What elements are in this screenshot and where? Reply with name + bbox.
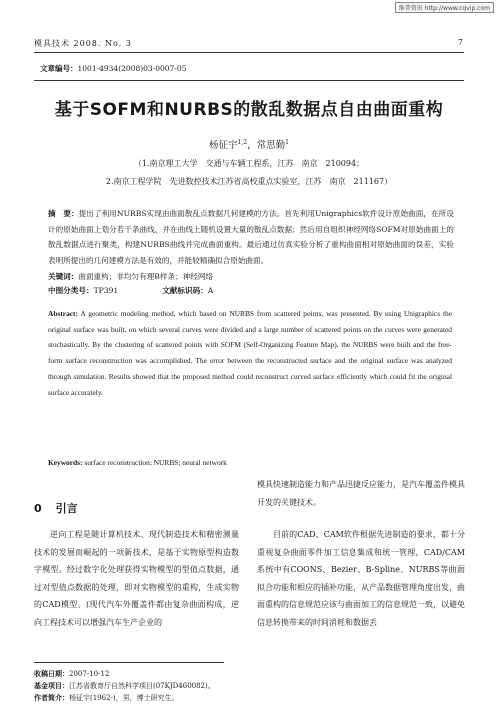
page-number: 7 [457, 38, 464, 47]
keywords-cn-line [48, 270, 454, 284]
watermark-stamp: 维普资讯 http://www.cqvip.com [395, 2, 494, 13]
body-column-right-continuation: 模具快速制造能力和产品迅捷反应能力，是汽车覆盖件模具开发的关键技术。 [257, 480, 465, 507]
section-title: 引言 [55, 502, 78, 515]
paper-title: 基于SOFM和NURBS的散乱数据点自由曲面重构 [54, 100, 444, 120]
keywords-cn-text: 曲面重构；非均匀有理B样条；神经网络 [78, 272, 214, 281]
clc-value: TP391 [93, 286, 119, 295]
received-date: 2007-10-12 [69, 670, 110, 678]
author-bio-label: 作者简介： [34, 694, 69, 702]
abstract-cn-label: 摘 要： [48, 209, 79, 218]
footnotes [34, 668, 464, 704]
author-name-2: 常思勤 [256, 140, 286, 151]
fund-text: 江苏省教育厅自然科学项目(07KJD460082)。 [69, 682, 215, 690]
keywords-cn-label: 关键词： [48, 272, 79, 281]
article-number [40, 63, 186, 74]
abstract-chinese [48, 206, 454, 268]
keywords-en-text: surface reconstruction; NURBS; neural network [84, 458, 227, 467]
author-bio-text: 杨征宇(1962-)，男，博士研究生。 [69, 694, 179, 702]
keywords-chinese-block [48, 270, 454, 298]
keywords-english [48, 458, 452, 467]
body-column-left: 逆向工程是随计算机技术、现代制造技术和精密测量技术的发展而崛起的一项新技术，是基于实物原型构造数字模型。经过数字化处理获得实物模型的型值点数据，通过对型值点数据的处理，即对实物模型的重构，生成实物的CAD模型。(现代汽车外覆盖件都由复杂曲面构成，逆向工程技术可以增强汽车生产企业的 [34, 530, 239, 627]
classification-line [48, 284, 454, 298]
doc-code-label: 文献标识码： [162, 286, 208, 295]
abstract-cn-text: 提出了利用NURBS实现由曲面散乱点数据几何建模的方法。首先利用Unigraphics软件设计原始曲面，在所设计的原始曲面上划分若干条曲线，并在曲线上随机设置大量的散乱点数据；然后用自组织神经网络SOFM对原始曲面上的散乱数据点进行聚类，构建NURBS曲线并完成曲面重构。最后通过仿真实验分析了重构曲面相对原始曲面的误差，实验表明所提出的几何建模方法是有效的，并能较精确拟合原始曲面。 [48, 209, 455, 265]
author-name-1: 杨征宇 [209, 140, 238, 151]
section-number: 0 [34, 502, 42, 515]
journal-name: 模具技术 2008. No. 3 [34, 39, 132, 48]
footnote-rule [34, 662, 224, 663]
affiliation-2: 2.南京工程学院 先进数控技术江苏省高校重点实验室，江苏 南京 211167） [105, 177, 393, 186]
affiliation-1: （1.南京理工大学 交通与车辆工程系，江苏 南京 210094； [133, 159, 365, 168]
article-number-value: 1001-4934(2008)03-0007-05 [77, 64, 187, 73]
section-heading-intro [34, 500, 78, 516]
abstract-en-text: A geometric modeling method, which based on NURBS from scattered points, was presented. By using Unigraphics the original surface was built, on which several curves were divided and a large number of scattered points on the curves were generated stochastically. By the clustering of scattered points with SOFM (Self-Organizing Feature Map), the NURBS were built and the free-form surface reconstruction was accomplished. The error between the reconstructed surface and the original surface was analyzed through simulation. Results showed that the proposed method could reconstruct curved surface efficiently which could fit the original surface accurately. [48, 309, 452, 397]
article-number-label: 文章编号： [40, 64, 78, 73]
abstract-english [48, 306, 452, 400]
keywords-en-label: Keywords: [48, 458, 83, 467]
fund-label: 基金项目： [34, 682, 69, 690]
footnote-fund [34, 680, 464, 692]
footnote-received [34, 668, 464, 680]
running-header [34, 38, 464, 49]
author-affil-2: 1 [285, 138, 289, 146]
clc-label: 中图分类号： [48, 286, 94, 295]
doc-code-value: A [207, 286, 214, 295]
author-line [0, 137, 498, 151]
abstract-en-label: Abstract: [48, 309, 78, 318]
received-label: 收稿日期： [34, 670, 69, 678]
author-affil-1: 1,2 [237, 138, 248, 146]
header-rule [34, 52, 464, 53]
footnote-author [34, 692, 464, 704]
article-rule [34, 80, 464, 81]
body-column-right: 目前的CAD、CAM软件根据先进制造的要求，都十分重视复杂曲面零件加工信息集成和统一管理，CAD/CAM系统中有COONS、Bezier、B-Spline、NURBS等曲面拟合功能和相应的插补功能，从产品数据管理角度出发，曲面重构的信息规范应该与曲面加工的信息规范一致，以避免信息转换带来的时间消耗和数据丢 [257, 530, 465, 627]
author-separator: ， [247, 140, 257, 151]
